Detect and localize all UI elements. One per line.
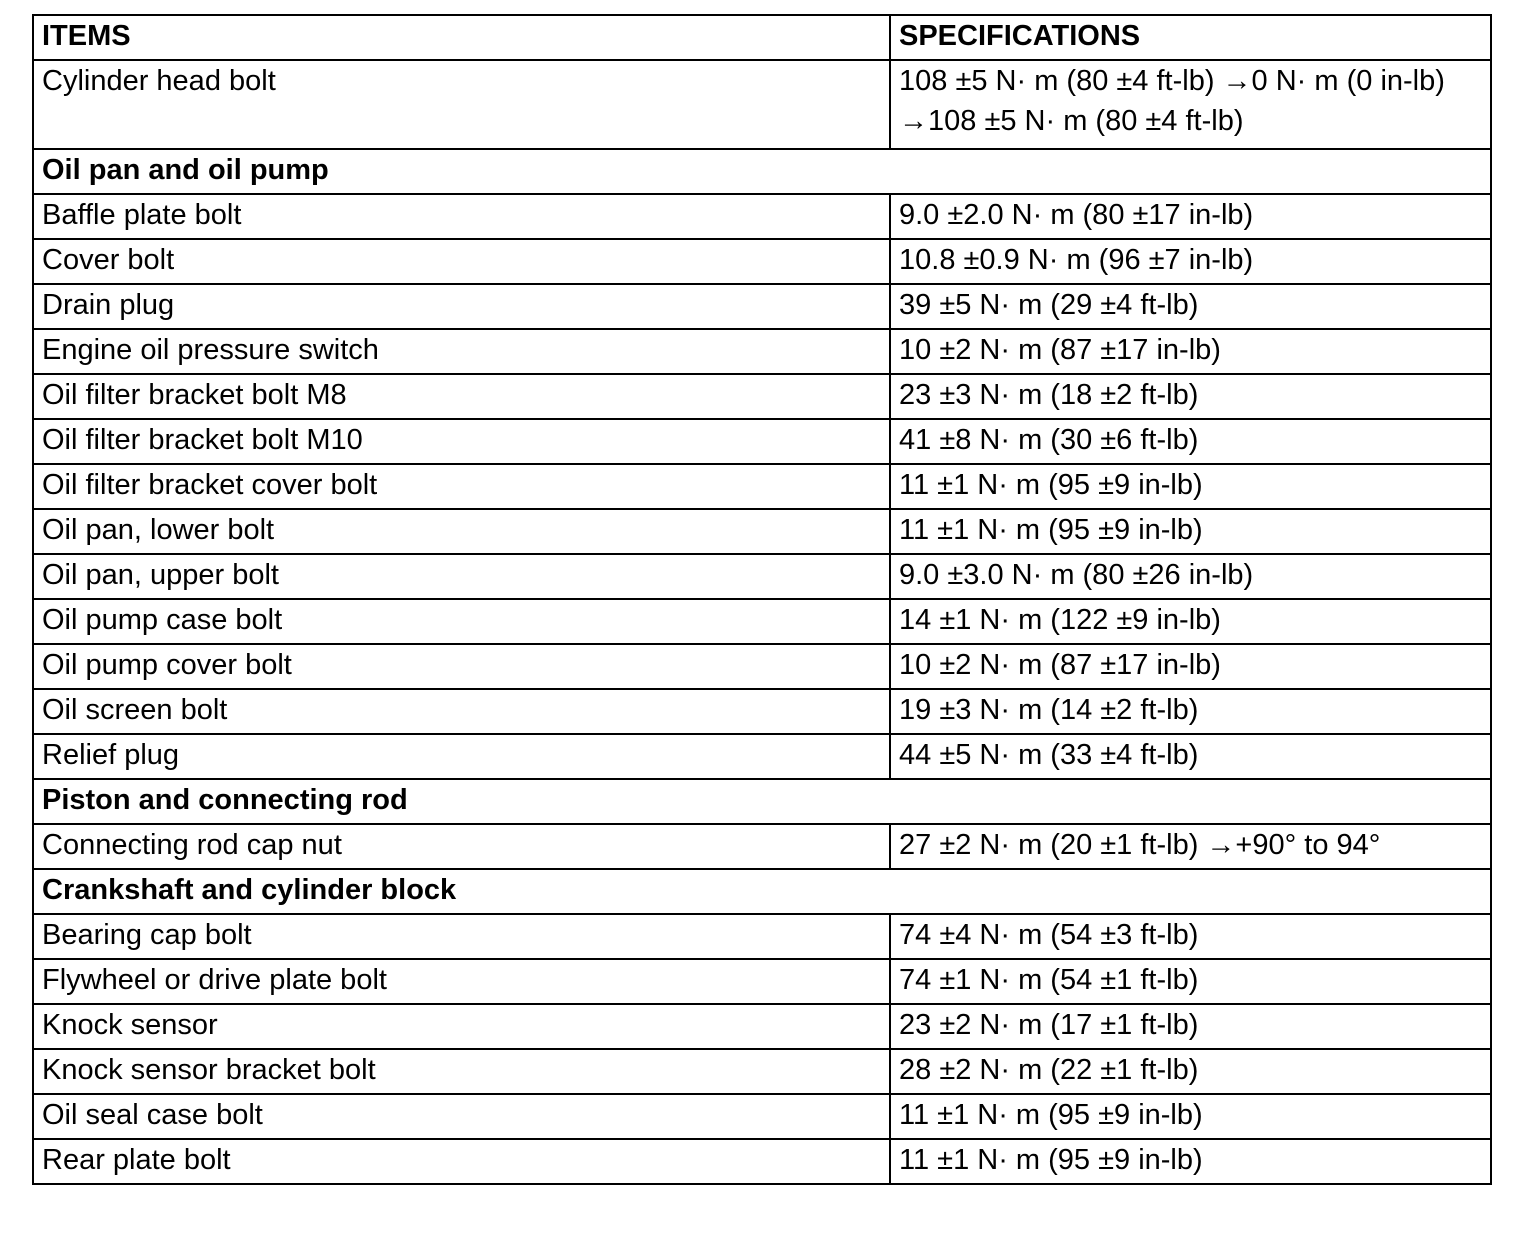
item-cell: Oil pan, upper bolt: [33, 554, 890, 599]
item-cell: Rear plate bolt: [33, 1139, 890, 1184]
table-row: [33, 959, 1491, 1004]
item-cell: Drain plug: [33, 284, 890, 329]
section-header-row: [33, 149, 1491, 194]
table-row: [33, 1094, 1491, 1139]
table-row: [33, 1139, 1491, 1184]
spec-cell: 74 ±4 N· m (54 ±3 ft-lb): [890, 914, 1491, 959]
item-cell: Cover bolt: [33, 239, 890, 284]
table-row: [33, 599, 1491, 644]
item-cell: Oil seal case bolt: [33, 1094, 890, 1139]
section-title: Crankshaft and cylinder block: [33, 869, 1491, 914]
spec-cell: 9.0 ±2.0 N· m (80 ±17 in-lb): [890, 194, 1491, 239]
spec-cell: 41 ±8 N· m (30 ±6 ft-lb): [890, 419, 1491, 464]
item-cell: Connecting rod cap nut: [33, 824, 890, 869]
item-cell: Flywheel or drive plate bolt: [33, 959, 890, 1004]
section-title: Piston and connecting rod: [33, 779, 1491, 824]
spec-cell: 28 ±2 N· m (22 ±1 ft-lb): [890, 1049, 1491, 1094]
table-row: [33, 329, 1491, 374]
spec-cell: 19 ±3 N· m (14 ±2 ft-lb): [890, 689, 1491, 734]
section-header-row: [33, 779, 1491, 824]
spec-cell: 11 ±1 N· m (95 ±9 in-lb): [890, 464, 1491, 509]
spec-cell: 10 ±2 N· m (87 ±17 in-lb): [890, 329, 1491, 374]
spec-cell: 11 ±1 N· m (95 ±9 in-lb): [890, 1094, 1491, 1139]
column-header-items: ITEMS: [33, 15, 890, 60]
table-row: [33, 194, 1491, 239]
column-header-specifications: SPECIFICATIONS: [890, 15, 1491, 60]
table-row: [33, 1049, 1491, 1094]
item-cell: Bearing cap bolt: [33, 914, 890, 959]
table-row: [33, 734, 1491, 779]
table-row: [33, 419, 1491, 464]
table-row: [33, 644, 1491, 689]
item-cell: Baffle plate bolt: [33, 194, 890, 239]
table-row: [33, 374, 1491, 419]
table-row: [33, 689, 1491, 734]
section-header-row: [33, 869, 1491, 914]
item-cell: Relief plug: [33, 734, 890, 779]
item-cell: Engine oil pressure switch: [33, 329, 890, 374]
item-cell: Knock sensor: [33, 1004, 890, 1049]
table-body: [33, 15, 1491, 1184]
spec-line: 108 ±5 N· m (80 ±4 ft-lb) →0 N· m (0 in-lb): [899, 65, 1445, 97]
table-row: [33, 464, 1491, 509]
spec-cell: 27 ±2 N· m (20 ±1 ft-lb) →+90° to 94°: [890, 824, 1491, 869]
table-row: [33, 554, 1491, 599]
spec-line: →108 ±5 N· m (80 ±4 ft-lb): [899, 105, 1244, 137]
table-row: [33, 284, 1491, 329]
item-cell: Oil filter bracket cover bolt: [33, 464, 890, 509]
table-row: [33, 824, 1491, 869]
spec-cell: 23 ±3 N· m (18 ±2 ft-lb): [890, 374, 1491, 419]
spec-cell: 11 ±1 N· m (95 ±9 in-lb): [890, 1139, 1491, 1184]
item-cell: Knock sensor bracket bolt: [33, 1049, 890, 1094]
spec-cell: 11 ±1 N· m (95 ±9 in-lb): [890, 509, 1491, 554]
item-cell: Oil pump case bolt: [33, 599, 890, 644]
table-row: [33, 1004, 1491, 1049]
table-row: [33, 914, 1491, 959]
item-cell: Oil pump cover bolt: [33, 644, 890, 689]
spec-cell: 39 ±5 N· m (29 ±4 ft-lb): [890, 284, 1491, 329]
item-cell: Cylinder head bolt: [33, 60, 890, 149]
spec-cell: 23 ±2 N· m (17 ±1 ft-lb): [890, 1004, 1491, 1049]
item-cell: Oil screen bolt: [33, 689, 890, 734]
table-row: [33, 239, 1491, 284]
spec-cell: [890, 60, 1491, 149]
spec-cell: 10 ±2 N· m (87 ±17 in-lb): [890, 644, 1491, 689]
spec-cell: 44 ±5 N· m (33 ±4 ft-lb): [890, 734, 1491, 779]
table-row: [33, 509, 1491, 554]
spec-cell: 74 ±1 N· m (54 ±1 ft-lb): [890, 959, 1491, 1004]
item-cell: Oil filter bracket bolt M8: [33, 374, 890, 419]
spec-cell: 9.0 ±3.0 N· m (80 ±26 in-lb): [890, 554, 1491, 599]
section-title: Oil pan and oil pump: [33, 149, 1491, 194]
table-row: [33, 60, 1491, 149]
spec-cell: 14 ±1 N· m (122 ±9 in-lb): [890, 599, 1491, 644]
table-header-row: [33, 15, 1491, 60]
item-cell: Oil pan, lower bolt: [33, 509, 890, 554]
spec-cell: 10.8 ±0.9 N· m (96 ±7 in-lb): [890, 239, 1491, 284]
torque-spec-table: [32, 14, 1492, 1185]
item-cell: Oil filter bracket bolt M10: [33, 419, 890, 464]
